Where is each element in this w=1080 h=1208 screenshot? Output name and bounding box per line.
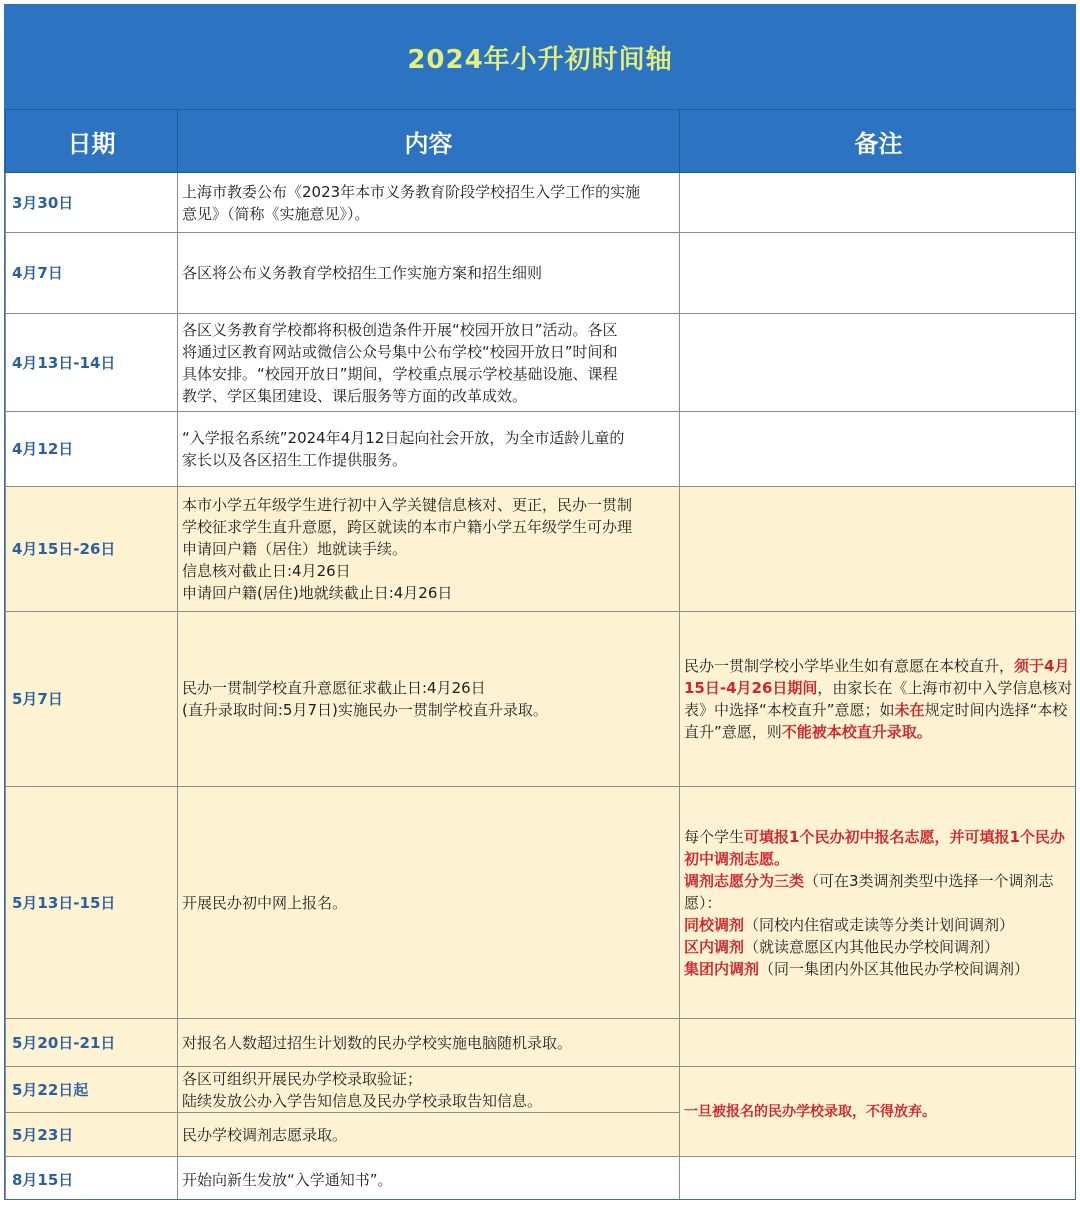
- note-line: 同校调剂（同校内住宿或走读等分类计划间调剂）: [684, 915, 1015, 934]
- content-line: 将通过区教育网站或微信公众号集中公布学校“校园开放日”时间和: [182, 342, 618, 361]
- row-note: [680, 1157, 1077, 1201]
- header-date: 日期: [6, 110, 178, 173]
- content-line: “入学报名系统”2024年4月12日起向社会开放，为全市适龄儿童的: [182, 429, 625, 447]
- row-content: [178, 787, 680, 1019]
- content-line: 民办学校调剂志愿录取。: [182, 1125, 348, 1144]
- row-content: [178, 412, 680, 487]
- table-header-row: [6, 110, 1077, 173]
- row-content: [178, 612, 680, 787]
- row-note: [680, 314, 1077, 412]
- table-row: [6, 412, 1077, 487]
- row-content: [178, 314, 680, 412]
- header-content: 内容: [178, 110, 680, 173]
- note-highlight: 不能被本校直升录取。: [781, 723, 932, 741]
- content-line: 民办一贯制学校直升意愿征求截止日:4月26日: [182, 679, 486, 697]
- row-date: 5月23日: [6, 1113, 178, 1157]
- content-line: 具体安排。“校园开放日”期间，学校重点展示学校基础设施、课程: [182, 364, 618, 383]
- table-row: [6, 487, 1077, 612]
- content-line: 意见》（简称《实施意见》）。: [182, 204, 370, 223]
- content-line: 教学、学区集团建设、课后服务等方面的改革成效。: [182, 386, 528, 405]
- row-note: [680, 412, 1077, 487]
- timeline-table: [5, 109, 1076, 1200]
- note-text: 民办一贯制学校小学毕业生如有意愿在本校直升，: [684, 657, 1015, 675]
- page-title: 2024年小升初时间轴: [5, 5, 1075, 109]
- note-highlight: 未在: [894, 701, 925, 719]
- row-date: 4月12日: [6, 412, 178, 487]
- content-line: 上海市教委公布《2023年本市义务教育阶段学校招生入学工作的实施: [182, 182, 641, 201]
- content-line: 申请回户籍（居住）地就读手续。: [182, 540, 408, 558]
- row-note: [680, 173, 1077, 233]
- row-content: [178, 173, 680, 233]
- merged-note: 一旦被报名的民办学校录取，不得放弃。: [680, 1067, 1077, 1157]
- content-line: 各区义务教育学校都将积极创造条件开展“校园开放日”活动。各区: [182, 320, 618, 339]
- content-line: 开展民办初中网上报名。: [182, 893, 348, 912]
- row-content: [178, 487, 680, 612]
- note-line: 调剂志愿分为三类（可在3类调剂类型中选择一个调剂志愿）：: [684, 871, 1054, 912]
- note-line: 区内调剂（就读意愿区内其他民办学校间调剂）: [684, 937, 1000, 956]
- row-content: [178, 1067, 680, 1113]
- content-line: 学校征求学生直升意愿，跨区就读的本市户籍小学五年级学生可办理: [182, 518, 633, 536]
- content-line: 本市小学五年级学生进行初中入学关键信息核对、更正，民办一贯制: [182, 496, 633, 514]
- row-date: 8月15日: [6, 1157, 178, 1201]
- row-date: 4月15日-26日: [6, 487, 178, 612]
- content-line: (直升录取时间:5月7日)实施民办一贯制学校直升录取。: [182, 701, 548, 719]
- content-line: 陆续发放公办入学告知信息及民办学校录取告知信息。: [182, 1091, 543, 1110]
- row-date: 5月22日起: [6, 1067, 178, 1113]
- row-note: [680, 487, 1077, 612]
- row-content: [178, 233, 680, 314]
- row-date: 3月30日: [6, 173, 178, 233]
- row-date: 5月7日: [6, 612, 178, 787]
- row-note: [680, 1019, 1077, 1067]
- row-date: 5月13日-15日: [6, 787, 178, 1019]
- table-row: [6, 1019, 1077, 1067]
- note-text: ，由家长在《上海市初中入学信息核对表》中选择“本校直升”意愿；如: [684, 679, 1073, 719]
- table-row: [6, 173, 1077, 233]
- header-note: 备注: [680, 110, 1077, 173]
- row-note: [680, 233, 1077, 314]
- row-content: [178, 1019, 680, 1067]
- row-note: [680, 612, 1077, 787]
- note-line: 集团内调剂（同一集团内外区其他民办学校间调剂）: [684, 959, 1030, 978]
- content-line: 各区将公布义务教育学校招生工作实施方案和招生细则: [182, 264, 543, 282]
- content-line: 各区可组织开展民办学校录取验证；: [182, 1069, 423, 1088]
- row-date: 5月20日-21日: [6, 1019, 178, 1067]
- table-row: [6, 612, 1077, 787]
- note-text: 规定时间内选择“本校直升”意愿，则: [684, 701, 1068, 741]
- content-line: 对报名人数超过招生计划数的民办学校实施电脑随机录取。: [182, 1033, 573, 1052]
- row-note: [680, 787, 1077, 1019]
- table-row: [6, 233, 1077, 314]
- content-line: 信息核对截止日:4月26日: [182, 562, 351, 580]
- table-row: [6, 787, 1077, 1019]
- timeline-document: [4, 4, 1076, 1200]
- row-date: 4月7日: [6, 233, 178, 314]
- table-row: [6, 1067, 1077, 1113]
- content-line: 申请回户籍(居住)地就续截止日:4月26日: [182, 584, 453, 602]
- content-line: 家长以及各区招生工作提供服务。: [182, 451, 408, 469]
- table-row: [6, 1157, 1077, 1201]
- content-line: 开始向新生发放“入学通知书”。: [182, 1170, 393, 1189]
- row-date: 4月13日-14日: [6, 314, 178, 412]
- table-row: [6, 314, 1077, 412]
- row-content: [178, 1157, 680, 1201]
- row-content: [178, 1113, 680, 1157]
- note-line: 每个学生可填报1个民办初中报名志愿，并可填报1个民办初中调剂志愿。: [684, 827, 1065, 868]
- note-highlight: 须于4月15日-4月26日期间: [684, 657, 1070, 697]
